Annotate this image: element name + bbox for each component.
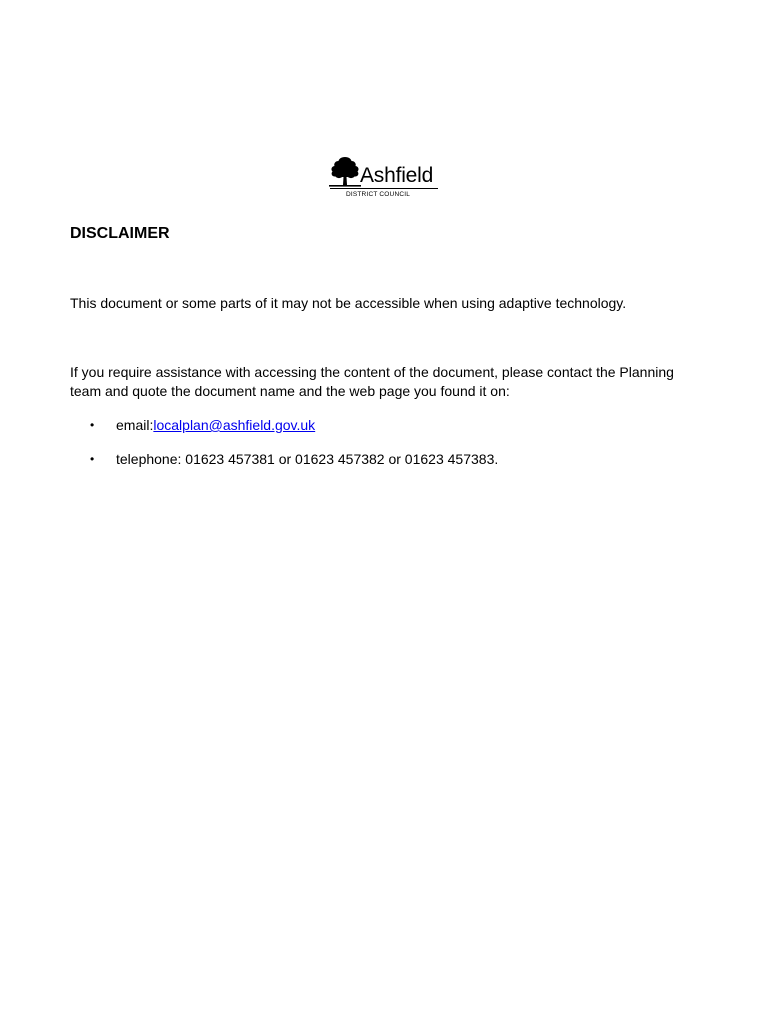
bullet-icon: •	[90, 452, 95, 466]
contact-list	[90, 416, 498, 469]
bullet-icon: •	[90, 418, 95, 432]
logo-subtitle: DISTRICT COUNCIL	[345, 191, 411, 198]
telephone-text: telephone: 01623 457381 or 01623 457382 or 01623 457383.	[116, 451, 499, 467]
logo-divider	[330, 188, 438, 189]
accessibility-notice: This document or some parts of it may not be accessible when using adaptive technology.	[70, 295, 627, 311]
tree-icon	[328, 154, 362, 188]
list-item-telephone	[90, 450, 498, 469]
council-logo	[328, 154, 442, 200]
list-item-email	[90, 416, 498, 435]
logo-wordmark: Ashfield	[360, 164, 434, 187]
email-link[interactable]: localplan@ashfield.gov.uk	[153, 417, 316, 433]
page-heading: DISCLAIMER	[70, 225, 170, 242]
email-label: email:	[116, 417, 154, 433]
assistance-paragraph: If you require assistance with accessing the content of the document, please contact the Planning team and quote the document name and the web page you found it on:	[70, 364, 674, 399]
